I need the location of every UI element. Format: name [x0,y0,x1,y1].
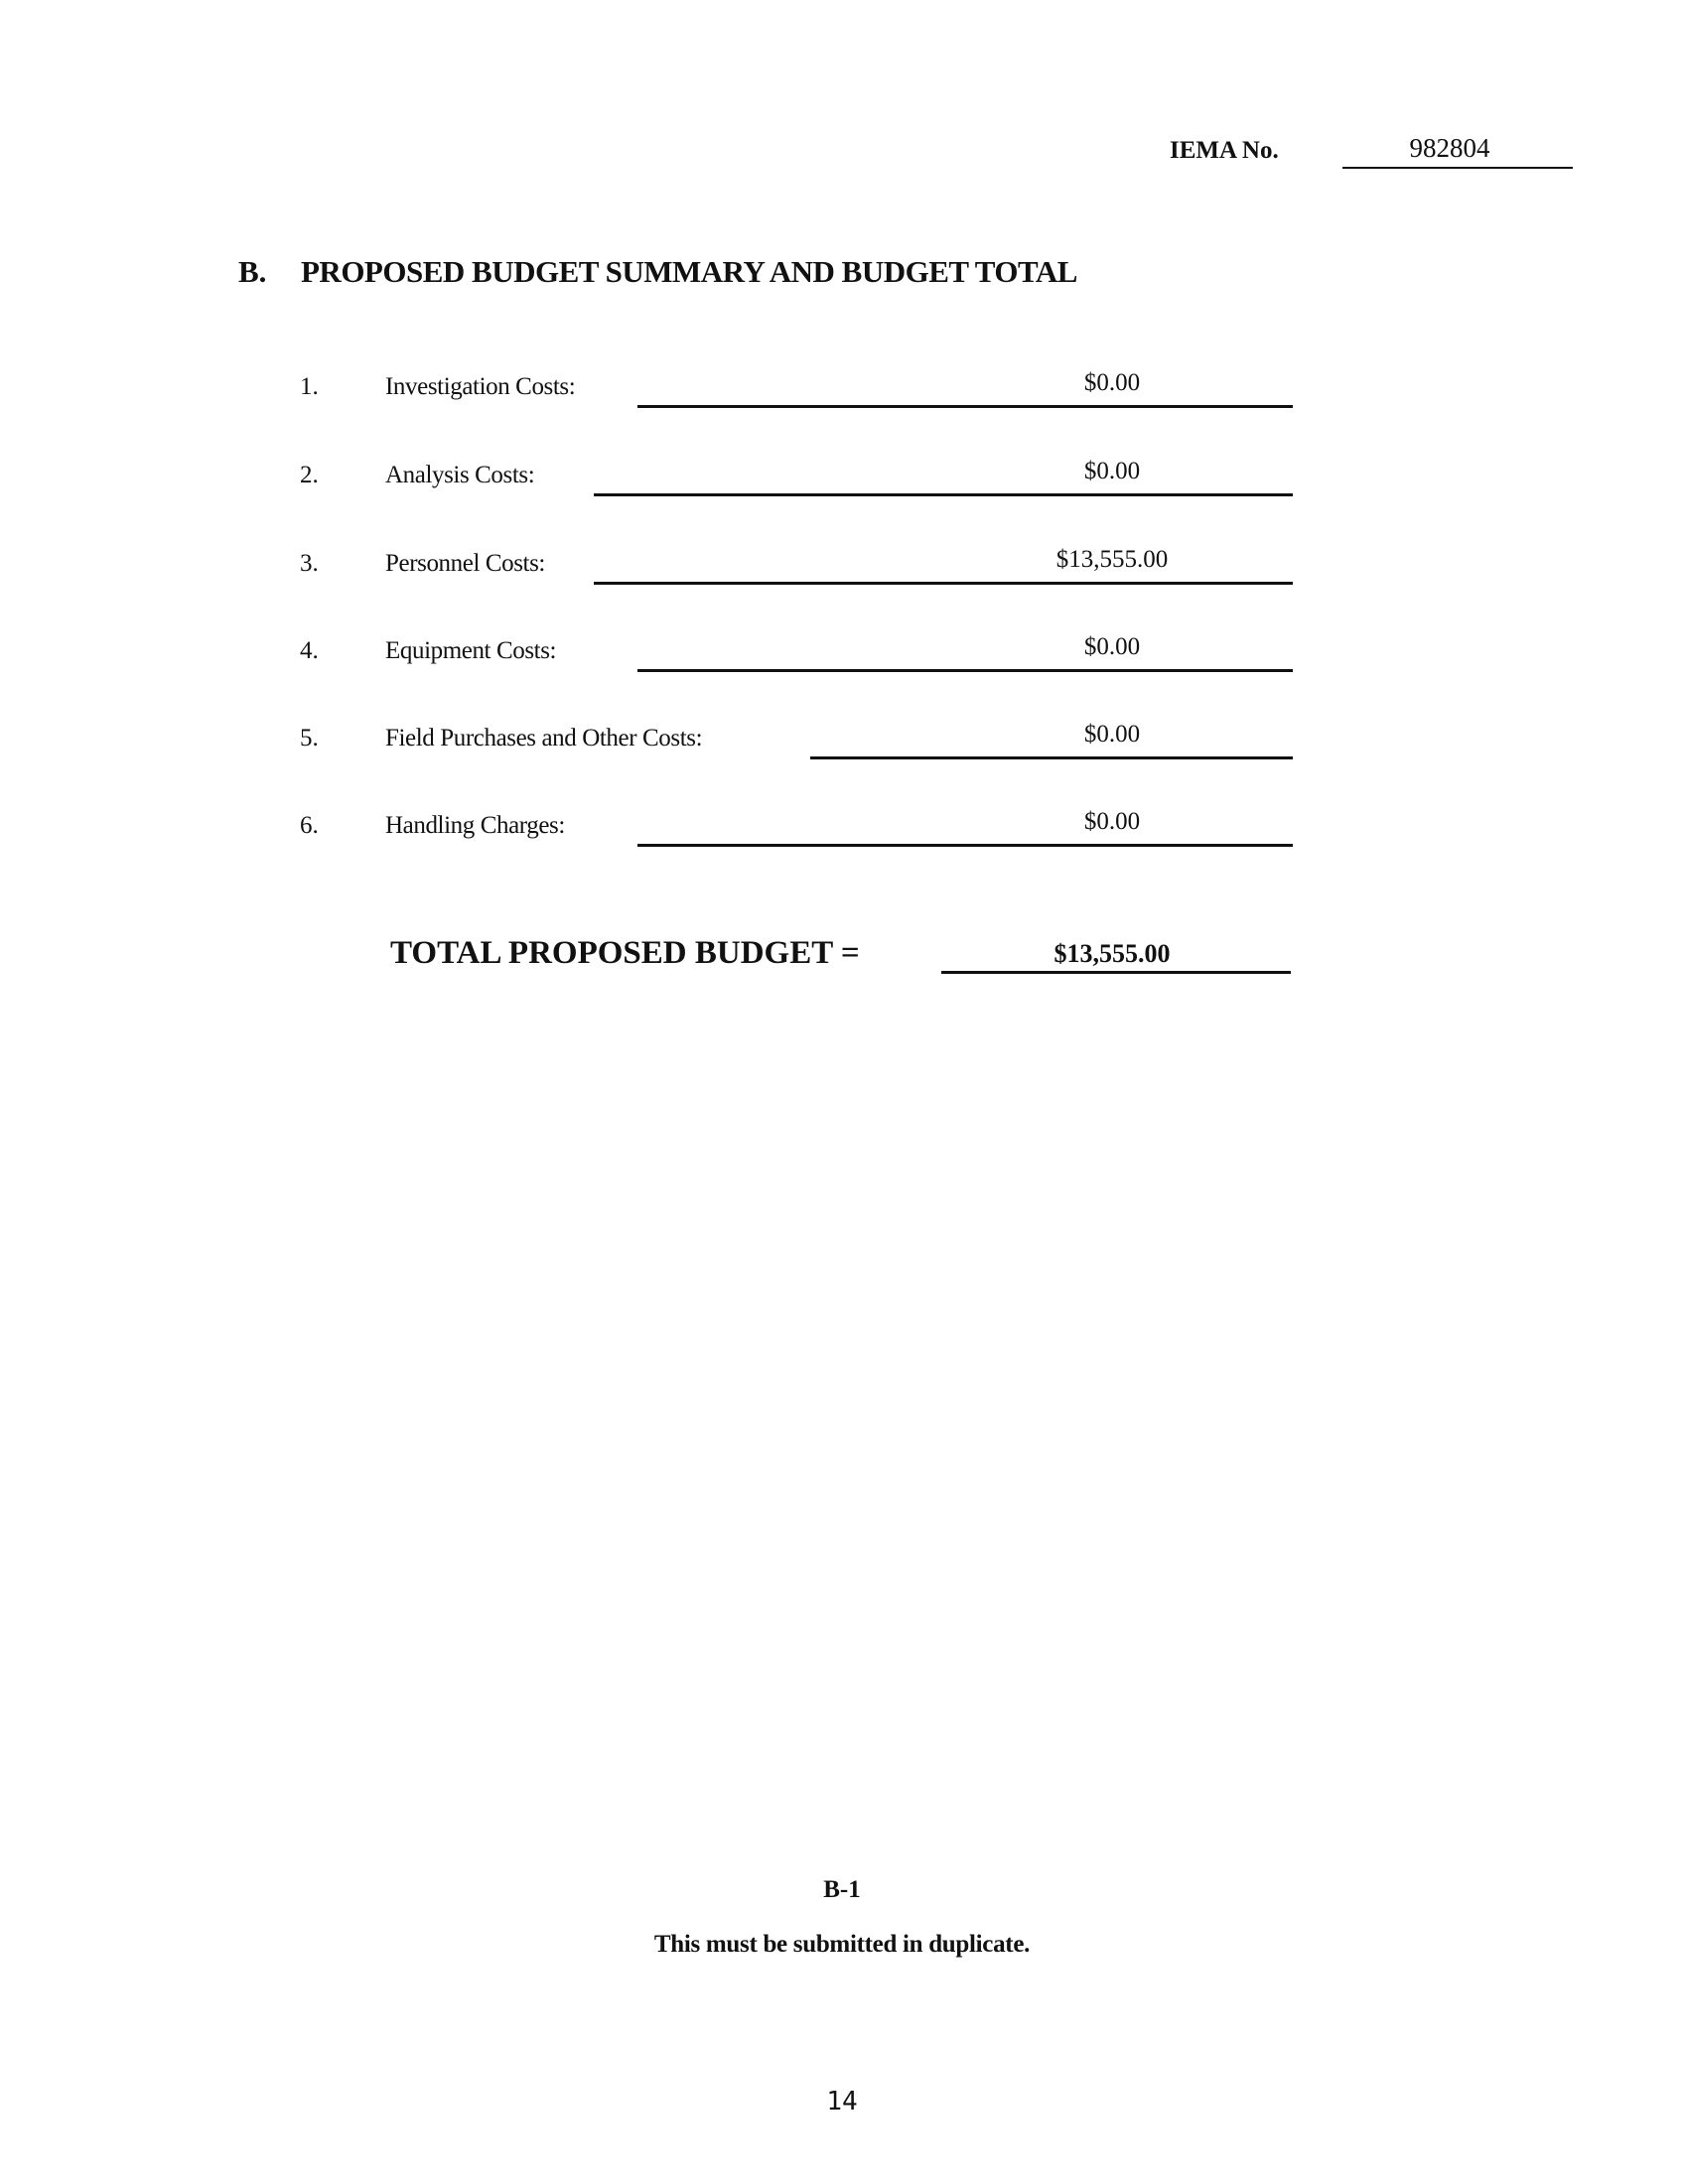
row-number: 4. [300,637,319,664]
row-number: 2. [300,462,319,488]
row-label: Personnel Costs: [385,550,545,577]
amount-underline [637,669,1293,672]
total-budget-amount: $13,555.00 [1053,939,1171,968]
amount-underline [810,756,1293,759]
budget-row-personnel [0,546,1684,600]
page-number: 14 [826,2087,858,2116]
row-number: 6. [300,812,319,839]
iema-number-underline [1342,167,1573,169]
row-label: Handling Charges: [385,812,565,839]
row-amount: $0.00 [1083,721,1141,748]
budget-row-field-purchases [0,721,1684,774]
section-title: PROPOSED BUDGET SUMMARY AND BUDGET TOTAL [301,254,1077,289]
row-label: Equipment Costs: [385,637,557,664]
iema-number-label: IEMA No. [1170,137,1279,164]
amount-underline [594,582,1293,585]
row-label: Investigation Costs: [385,373,576,400]
row-amount: $13,555.00 [1055,546,1169,573]
row-amount: $0.00 [1083,808,1141,835]
amount-underline [637,405,1293,408]
total-budget-label: TOTAL PROPOSED BUDGET = [390,935,860,971]
row-number: 5. [300,725,319,751]
amount-underline [637,844,1293,847]
row-label: Analysis Costs: [385,462,535,488]
submission-note: This must be submitted in duplicate. [653,1931,1031,1958]
row-amount: $0.00 [1083,633,1141,660]
section-letter: B. [238,254,267,289]
row-label: Field Purchases and Other Costs: [385,725,703,751]
budget-row-investigation [0,369,1684,423]
budget-row-equipment [0,633,1684,687]
row-amount: $0.00 [1083,458,1141,484]
row-amount: $0.00 [1083,369,1141,396]
budget-row-analysis [0,458,1684,511]
amount-underline [594,493,1293,496]
row-number: 3. [300,550,319,577]
budget-row-handling [0,808,1684,862]
row-number: 1. [300,373,319,400]
total-budget-underline [941,971,1291,974]
form-code: B-1 [823,1876,861,1903]
iema-number-value: 982804 [1409,133,1490,163]
